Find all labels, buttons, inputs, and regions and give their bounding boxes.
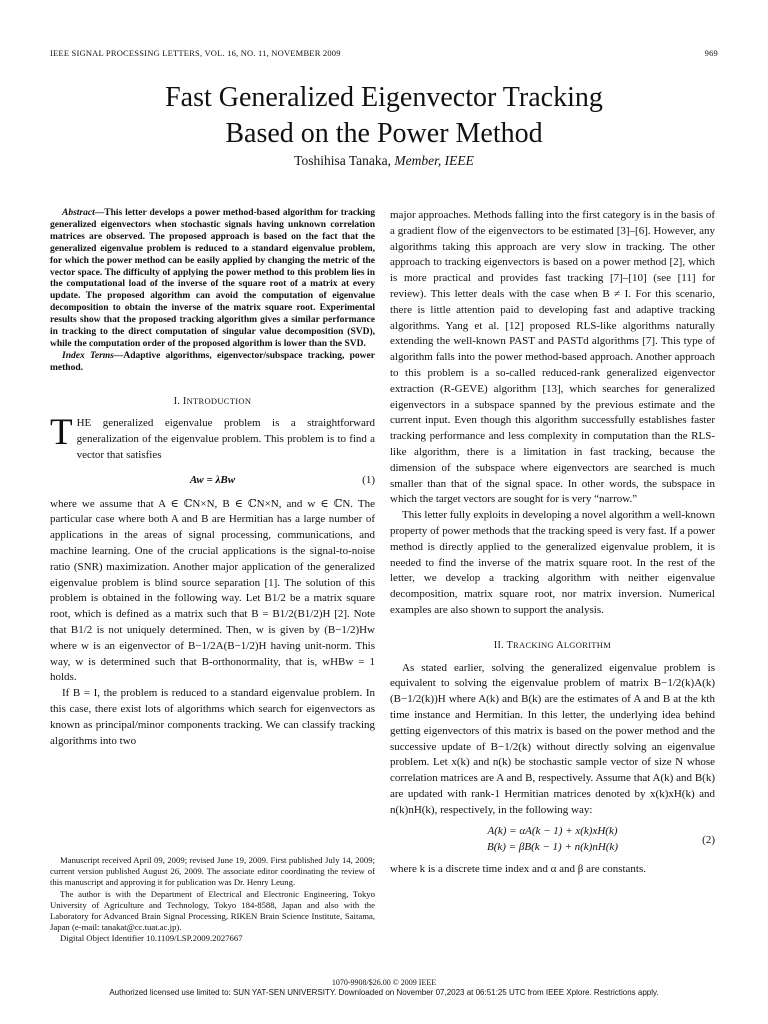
equation-1: Aw = λBw (1) bbox=[50, 473, 375, 489]
right-column bbox=[390, 208, 715, 878]
equation-2-line-2: B(k) = βB(k − 1) + n(k)nH(k) bbox=[487, 841, 618, 854]
section-heading-introduction: I. INTRODUCTION bbox=[173, 395, 252, 407]
author-name: Toshihisa Tanaka, bbox=[294, 153, 391, 168]
footnote-affiliation: The author is with the Department of Electrical and Electronic Engineering, Tokyo University of Agriculture and Technology, Tokyo 184-8588, Japan and also with the Laboratory for Advanced Brain Signal Processing, RIKEN Brain Science Institute, Saitama, Japan (e-mail: tanakat@cc.tuat.ac.jp). bbox=[50, 888, 375, 933]
footnote-doi: Digital Object Identifier 10.1109/LSP.2009.2027667 bbox=[60, 933, 243, 944]
drop-cap: T bbox=[50, 412, 73, 454]
title-line-2: Based on the Power Method bbox=[225, 118, 543, 149]
right-paragraph-1: major approaches. Methods falling into the first category is in the basis of a gradient flow of the eigenvectors to be estimated [3]–[6]. However, any algorithms taking this approach are very slow in tracking. The other approach to tracking eigenvectors is based on a power method [2], which is more practical and provides fast tracking [7]–[10] (see [11] for review). This letter deals with the case when B ≠ I. For this scenario, there is little attention paid to developing fast and adaptive tracking algorithms. Yang et al. [12] proposed RLS-like algorithms naturally extending the well-known PAST and PASTd algorithms [7]. This type of algorithm falls into the power method-based approach. Another approach to this problem is a so-called reduced-rank generalized eigenvector extraction (R-GEVE) algorithm [13], which searches for generalized eigenvectors in a subspace spanned by the previous estimate and the current input. Even though this algorithm successfully establishes faster tracking performance and less complexity in computation than the RLS-like algorithm, there is a limitation in fast tracking, because the dimension of the subspace where eigenvectors are searched is much smaller than that of the signal space. In other words, the subspace in which the target vectors are sought for is very “narrow.” bbox=[390, 209, 715, 506]
page-number: 969 bbox=[704, 48, 718, 58]
intro-paragraph-3: If B = I, the problem is reduced to a standard eigenvalue problem. In this case, there exist lots of algorithms which search for eigenvectors as known as principal/minor components tracking. We can classify tracking algorithms into two bbox=[50, 687, 375, 747]
running-header bbox=[50, 48, 718, 58]
section-heading-tracking: II. TRACKING ALGORITHM bbox=[493, 639, 612, 651]
right-paragraph-4: where k is a discrete time index and α and β are constants. bbox=[390, 863, 647, 876]
intro-paragraph-2: where we assume that A ∈ ℂN×N, B ∈ ℂN×N, and w ∈ ℂN. The particular case where both A and B are Hermitian has a large number of applications in the areas of signal processing, communications, and machine learning. One of the crucial applications is the signal-to-noise ratio (SNR) maximization. Another major application of the generalized eigenvalue problem is blind source separation [1]. The solution of this problem is obtained in the following way. Let B1/2 be a matrix square root, which is defined as a matrix such that B = B1/2(B1/2)H [2]. Note that B1/2 is not uniquely determined. Then, w is given by (B−1/2)Hw where w is an eigenvector of B−1/2A(B−1/2)H having unit-norm. This way, w is determined such that B-orthonormality, that is, wHBw = 1 holds. bbox=[50, 497, 375, 684]
equation-2 bbox=[390, 824, 715, 856]
index-terms-text: Adaptive algorithms, eigenvector/subspace tracking, power method. bbox=[50, 350, 375, 373]
intro-paragraph-1: THE generalized eigenvalue problem is a straightforward generalization of the eigenvalue problem. This problem is to find a vector that satisfies bbox=[50, 412, 375, 462]
equation-2-number: (2) bbox=[702, 834, 715, 847]
footnotes bbox=[50, 855, 375, 945]
right-paragraph-2: This letter fully exploits in developing a novel algorithm a well-known property of power methods that the tracking speed is very fast. If a power method is directly applied to the generalized eigenvalue problem, it is needed to find the inverse of the matrix square root. In the rest of the letter, we develop a tracking algorithm with neither eigenvalue decomposition, matrix square root, nor matrix inversion. Numerical examples are also shown to support the analysis. bbox=[390, 509, 715, 616]
title-line-1: Fast Generalized Eigenvector Tracking bbox=[165, 82, 603, 113]
right-paragraph-3: As stated earlier, solving the generalized eigenvalue problem is equivalent to solving the eigenvalue problem of matrix B−1/2(k)A(k)(B−1/2(k))H where A(k) and B(k) are the estimates of A and B at the kth time instance and Hermitian. In this letter, the underlying idea behind getting eigenvectors of this matrix is based on the power method and the successive update of B−1/2(k) without directly solving an eigenvalue problem. Let x(k) and n(k) be stochastic sample vector of size N whose correlation matrices are A and B, respectively. Assume that A(k) and B(k) are updated with rank-1 Hermitian matrices denoted by x(k)xH(k) and n(k)nH(k), respectively, in the following way: bbox=[390, 661, 715, 816]
abstract bbox=[50, 208, 375, 351]
license-footer: Authorized licensed use limited to: SUN YAT-SEN UNIVERSITY. Downloaded on November 07,2023 at 06:51:25 UTC from IEEE Xplore. Restrictions apply. bbox=[109, 988, 659, 997]
author-line bbox=[0, 153, 768, 169]
equation-2-line-1: A(k) = αA(k − 1) + x(k)xH(k) bbox=[487, 825, 618, 838]
journal-name: IEEE SIGNAL PROCESSING LETTERS, VOL. 16, NO. 11, NOVEMBER 2009 bbox=[50, 48, 341, 58]
index-terms-label: Index Terms— bbox=[62, 350, 124, 361]
abstract-label: Abstract— bbox=[62, 208, 105, 218]
copyright-footer: 1070-9908/$26.00 © 2009 IEEE bbox=[331, 978, 437, 987]
equation-1-number: (1) bbox=[362, 473, 375, 486]
paper-title bbox=[0, 80, 768, 152]
abstract-text: This letter develops a power method-based algorithm for tracking generalized eigenvectors when stochastic signals having unknown correlation matrices are observed. The proposed approach is based on the fact that the generalized eigenvalue problem is reduced to a standard eigenvalue problem, for which the power method can be easily applied by changing the metric of the vector space. The difficulty of applying the power method to this problem lies in the computational load of the inverse of the square root of a matrix at every update. The proposed algorithm can avoid the computation of eigenvalue decomposition to obtain the inverse of the matrix square root. Experimental results show that the proposed tracking algorithm gives a similar performance in tracking to the direct computation of singular value decomposition (SVD), while the computation order of the proposed algorithm is lower than the SVD. bbox=[50, 208, 375, 349]
index-terms bbox=[50, 351, 375, 375]
footnote-manuscript: Manuscript received April 09, 2009; revised June 19, 2009. First published July 14, 2009; current version published August 26, 2009. The associate editor coordinating the review of this manuscript and approving it for publication was Dr. Henry Leung. bbox=[50, 855, 375, 888]
author-role: Member, IEEE bbox=[394, 153, 474, 168]
left-column bbox=[50, 208, 375, 749]
